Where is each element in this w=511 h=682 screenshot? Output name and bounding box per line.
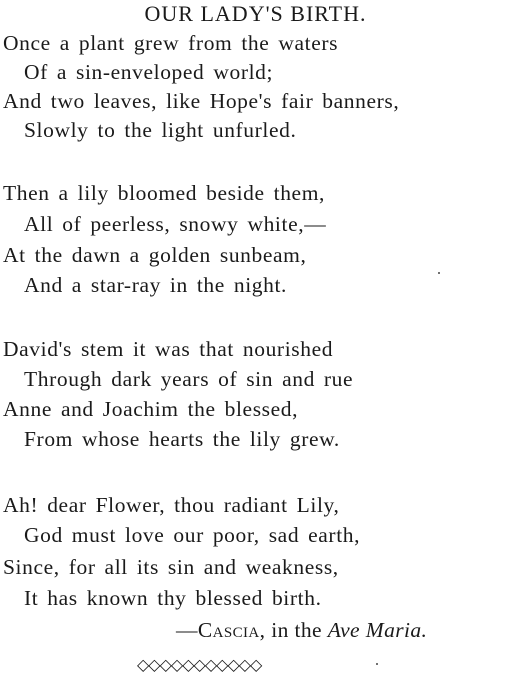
stanza-3-line-4: From whose hearts the lily grew. (24, 427, 340, 451)
attribution-author: Cascia (197, 618, 260, 642)
stanza-4-line-1: Ah! dear Flower, thou radiant Lily, (3, 493, 340, 517)
stanza-2-line-1: Then a lily bloomed beside them, (3, 181, 325, 205)
stanza-4-line-3: Since, for all its sin and weakness, (3, 555, 339, 579)
stanza-1-line-2: Of a sin-enveloped world; (24, 60, 274, 84)
attribution-dash: — (176, 618, 198, 642)
stanza-2-line-4: And a star-ray in the night. (24, 273, 288, 297)
stanza-3-line-3: Anne and Joachim the blessed, (3, 397, 299, 421)
stanza-3-line-1: David's stem it was that nourished (3, 337, 334, 361)
stanza-2-line-3: At the dawn a golden sunbeam, (3, 243, 307, 267)
scan-speck (438, 272, 440, 274)
stanza-1-line-1: Once a plant grew from the waters (3, 31, 339, 55)
attribution-source: Ave Maria. (327, 618, 428, 642)
attribution-connector: , in the (259, 618, 328, 642)
stanza-4-line-4: It has known thy blessed birth. (24, 586, 322, 610)
poem-title: OUR LADY'S BIRTH. (144, 1, 367, 26)
stanza-2-line-2: All of peerless, snowy white,— (24, 212, 327, 236)
stanza-1-line-4: Slowly to the light unfurled. (24, 118, 297, 142)
ornament-divider: ◇◇◇◇◇◇◇◇◇◇◇ (137, 657, 262, 674)
stanza-3-line-2: Through dark years of sin and rue (24, 367, 354, 391)
stanza-4-line-2: God must love our poor, sad earth, (24, 523, 361, 547)
attribution (176, 617, 427, 643)
scan-speck (376, 663, 378, 665)
stanza-1-line-3: And two leaves, like Hope's fair banners, (3, 89, 400, 113)
